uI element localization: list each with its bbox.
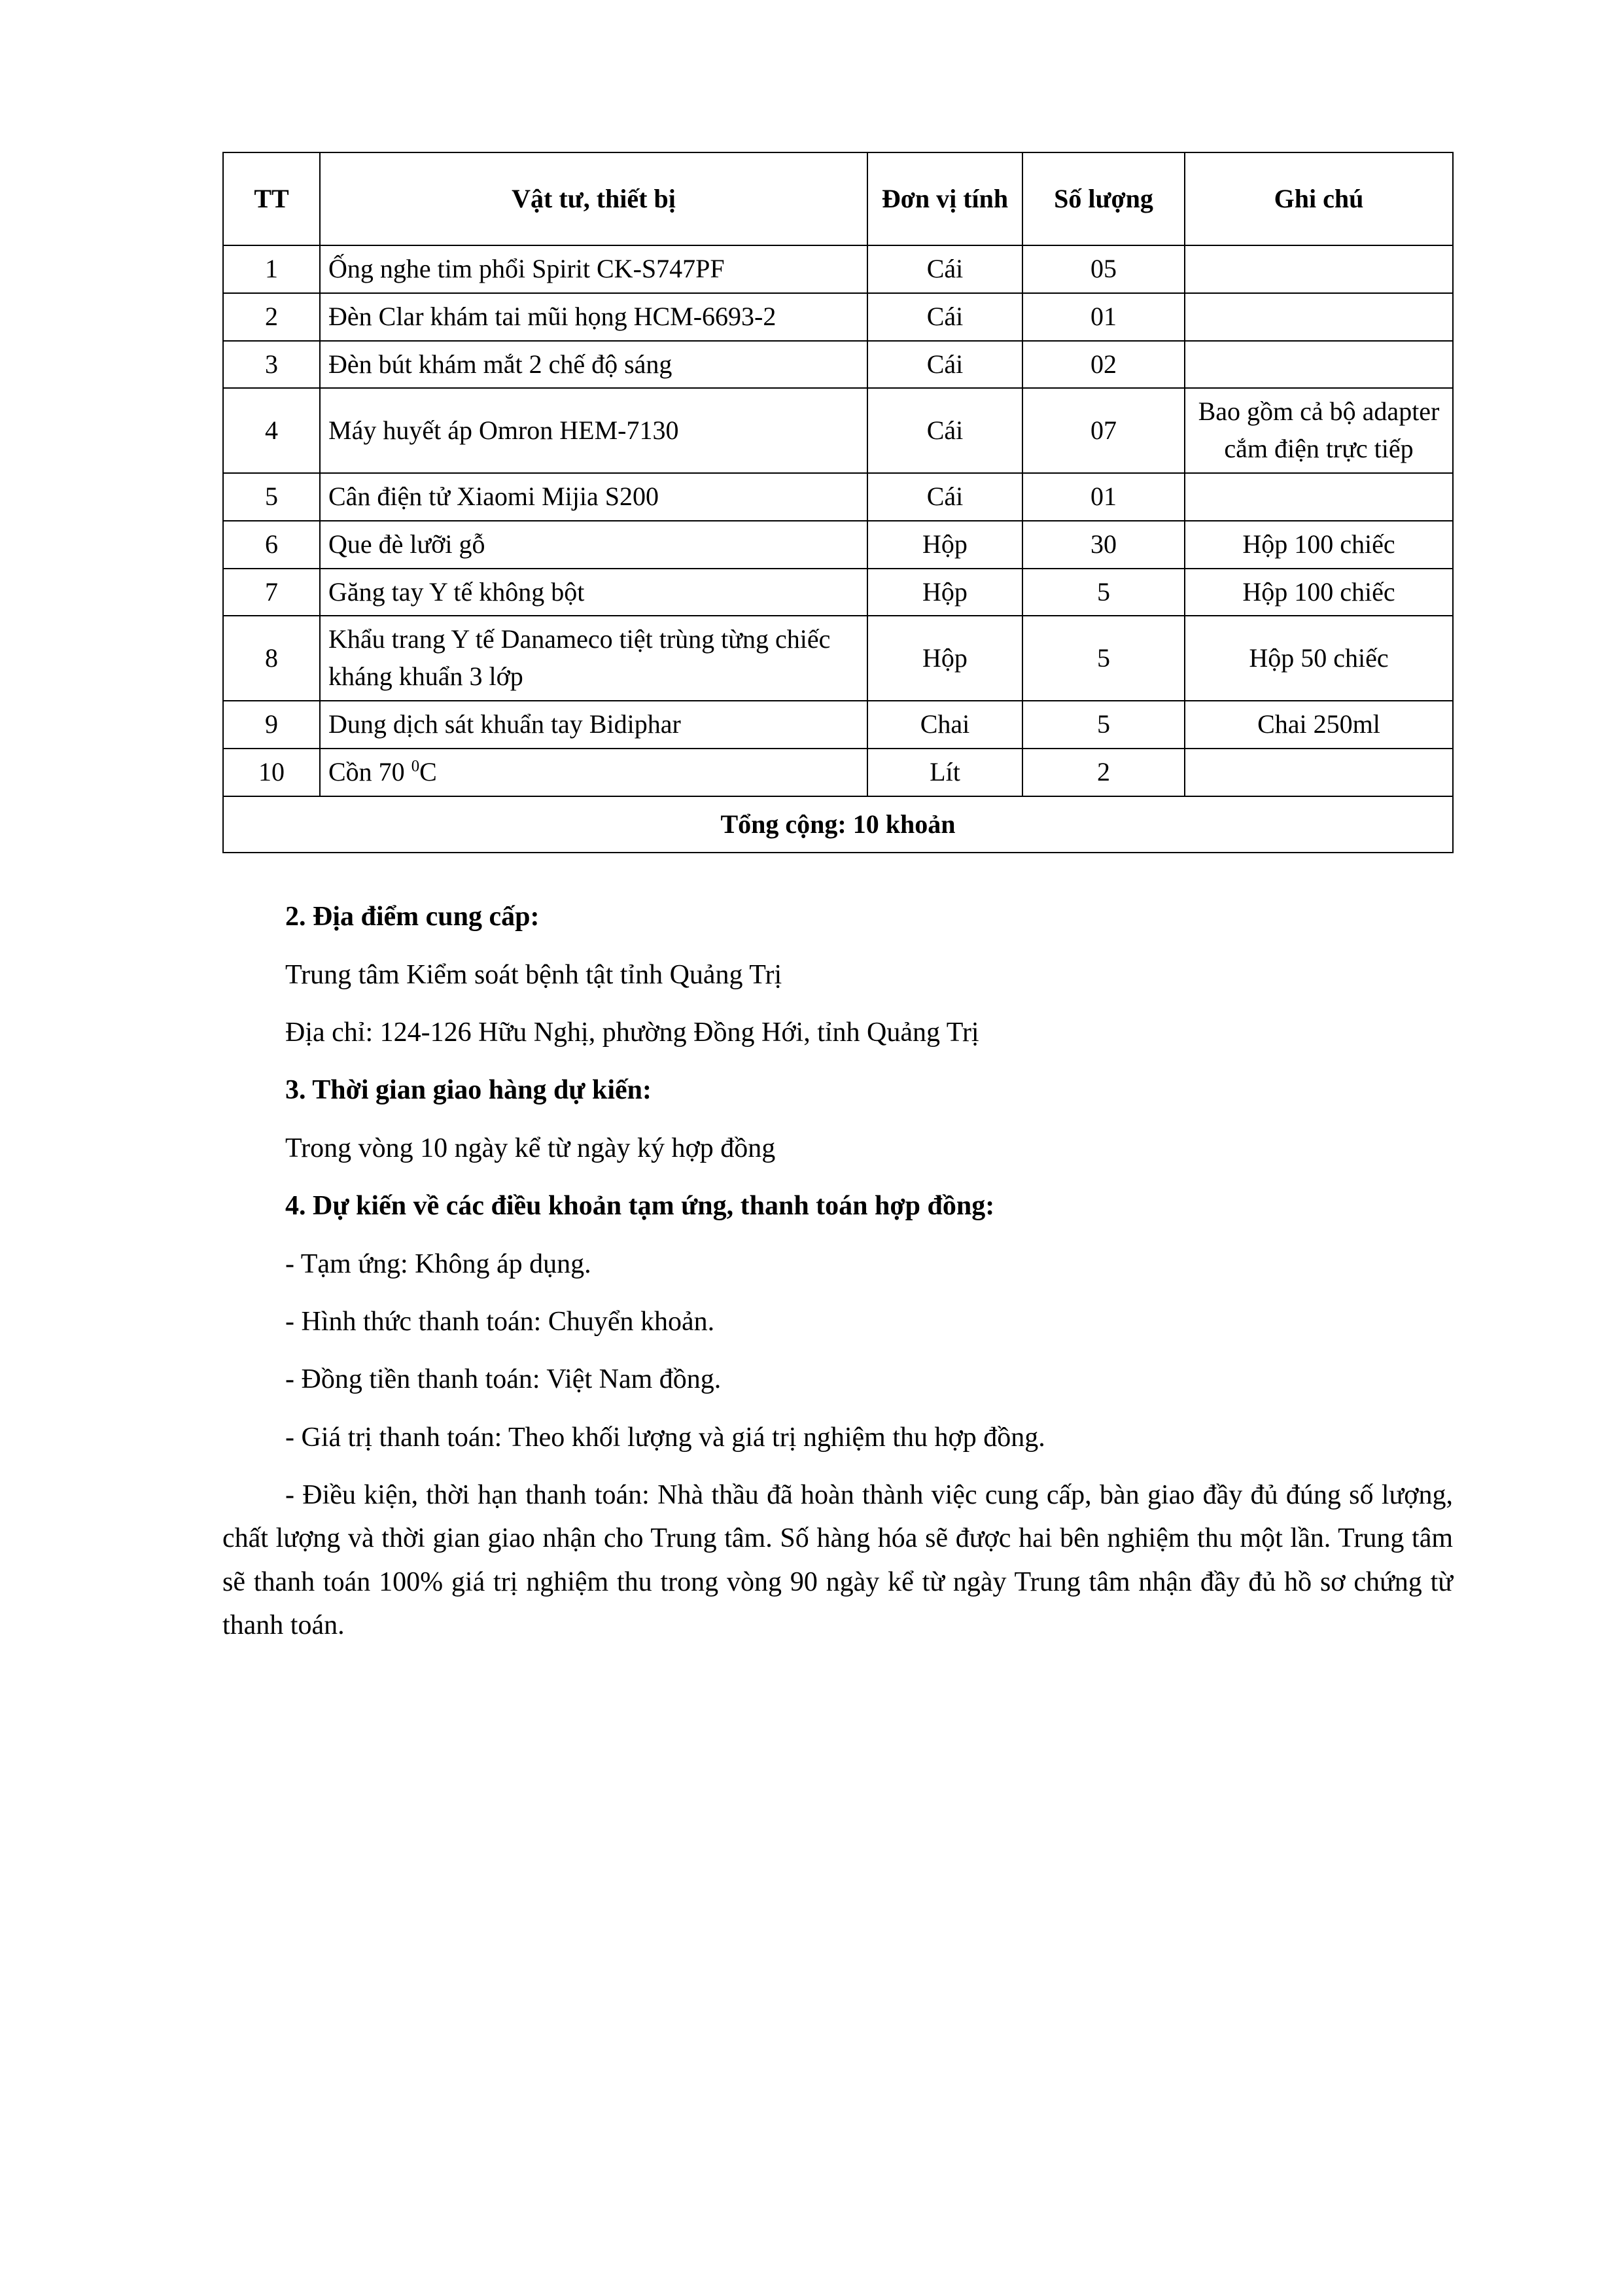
- cell-unit: Chai: [867, 701, 1022, 749]
- cell-name: Que đè lưỡi gỗ: [320, 521, 867, 569]
- cell-unit: Hộp: [867, 569, 1022, 616]
- cell-unit: Cái: [867, 388, 1022, 473]
- table-body: [223, 245, 1453, 796]
- cell-name: Đèn Clar khám tai mũi họng HCM-6693-2: [320, 293, 867, 341]
- cell-unit: Cái: [867, 473, 1022, 521]
- column-header-tt: TT: [223, 152, 320, 245]
- section-4-item-4: - Giá trị thanh toán: Theo khối lượng và giá trị nghiệm thu hợp đồng.: [285, 1422, 1045, 1453]
- cell-qty: 02: [1022, 341, 1185, 389]
- cell-tt: 10: [223, 749, 320, 796]
- cell-tt: 4: [223, 388, 320, 473]
- cell-name: Cân điện tử Xiaomi Mijia S200: [320, 473, 867, 521]
- table-row: [223, 616, 1453, 701]
- cell-qty: 5: [1022, 616, 1185, 701]
- cell-qty: 30: [1022, 521, 1185, 569]
- cell-note: [1185, 749, 1453, 796]
- cell-note: Hộp 100 chiếc: [1185, 569, 1453, 616]
- cell-unit: Cái: [867, 293, 1022, 341]
- section-4-item-5: - Điều kiện, thời hạn thanh toán: Nhà thầu đã hoàn thành việc cung cấp, bàn giao đầy đủ đúng số lượng, chất lượng và thời gian giao nhận cho Trung tâm. Số hàng hóa sẽ được hai bên nghiệm thu một lần. Trung tâm sẽ thanh toán 100% giá trị nghiệm thu trong vòng 90 ngày kể từ ngày Trung tâm nhận đầy đủ hồ sơ chứng từ thanh toán.: [222, 1479, 1453, 1641]
- cell-tt: 3: [223, 341, 320, 389]
- cell-note: [1185, 473, 1453, 521]
- cell-unit: Cái: [867, 341, 1022, 389]
- table-footer: [223, 796, 1453, 853]
- table-row: [223, 521, 1453, 569]
- cell-note: Hộp 100 chiếc: [1185, 521, 1453, 569]
- table-row: [223, 569, 1453, 616]
- cell-note: Chai 250ml: [1185, 701, 1453, 749]
- cell-name: Cồn 70 $^0$C: [320, 749, 867, 796]
- cell-name: Ống nghe tim phổi Spirit CK-S747PF: [320, 245, 867, 293]
- cell-name: Khẩu trang Y tế Danameco tiệt trùng từng chiếc kháng khuẩn 3 lớp: [320, 616, 867, 701]
- cell-qty: 07: [1022, 388, 1185, 473]
- cell-tt: 1: [223, 245, 320, 293]
- section-4-item-2: - Hình thức thanh toán: Chuyển khoản.: [285, 1306, 715, 1337]
- cell-note: Hộp 50 chiếc: [1185, 616, 1453, 701]
- cell-qty: 05: [1022, 245, 1185, 293]
- cell-name: Dung dịch sát khuẩn tay Bidiphar: [320, 701, 867, 749]
- cell-tt: 2: [223, 293, 320, 341]
- cell-note: Bao gồm cả bộ adapter cắm điện trực tiếp: [1185, 388, 1453, 473]
- section-2-line-1: Trung tâm Kiểm soát bệnh tật tỉnh Quảng Trị: [285, 959, 782, 990]
- section-2-line-2: Địa chỉ: 124-126 Hữu Nghị, phường Đồng Hới, tỉnh Quảng Trị: [285, 1017, 979, 1048]
- section-2-heading: 2. Địa điểm cung cấp:: [285, 902, 540, 932]
- cell-unit: Cái: [867, 245, 1022, 293]
- cell-name: Đèn bút khám mắt 2 chế độ sáng: [320, 341, 867, 389]
- cell-unit: Lít: [867, 749, 1022, 796]
- equipment-table: [222, 152, 1454, 853]
- table-header-row: [223, 152, 1453, 245]
- cell-tt: 8: [223, 616, 320, 701]
- section-3-line-1: Trong vòng 10 ngày kể từ ngày ký hợp đồng: [285, 1133, 776, 1163]
- table-row: [223, 341, 1453, 389]
- cell-note: [1185, 245, 1453, 293]
- cell-name: Găng tay Y tế không bột: [320, 569, 867, 616]
- cell-qty: 01: [1022, 473, 1185, 521]
- column-header-unit: Đơn vị tính: [867, 152, 1022, 245]
- cell-tt: 9: [223, 701, 320, 749]
- total-label: Tổng cộng: 10 khoản: [223, 796, 1453, 853]
- section-4-item-3: - Đồng tiền thanh toán: Việt Nam đồng.: [285, 1364, 722, 1395]
- cell-note: [1185, 293, 1453, 341]
- table-row: [223, 473, 1453, 521]
- cell-tt: 6: [223, 521, 320, 569]
- cell-qty: 01: [1022, 293, 1185, 341]
- cell-tt: 7: [223, 569, 320, 616]
- cell-tt: 5: [223, 473, 320, 521]
- table-row: [223, 245, 1453, 293]
- cell-unit: Hộp: [867, 616, 1022, 701]
- table-row: [223, 293, 1453, 341]
- cell-qty: 5: [1022, 569, 1185, 616]
- column-header-name: Vật tư, thiết bị: [320, 152, 867, 245]
- table-row: [223, 701, 1453, 749]
- document-body: [222, 895, 1453, 1647]
- table-row-total: [223, 796, 1453, 853]
- section-4-heading: 4. Dự kiến về các điều khoản tạm ứng, thanh toán hợp đồng:: [285, 1191, 995, 1222]
- table-row: [223, 388, 1453, 473]
- cell-qty: 5: [1022, 701, 1185, 749]
- table-row: [223, 749, 1453, 796]
- column-header-qty: Số lượng: [1022, 152, 1185, 245]
- section-3-heading: 3. Thời gian giao hàng dự kiến:: [285, 1075, 652, 1106]
- cell-note: [1185, 341, 1453, 389]
- cell-unit: Hộp: [867, 521, 1022, 569]
- section-4-item-1: - Tạm ứng: Không áp dụng.: [285, 1248, 591, 1279]
- cell-name: Máy huyết áp Omron HEM-7130: [320, 388, 867, 473]
- table-header: [223, 152, 1453, 245]
- cell-qty: 2: [1022, 749, 1185, 796]
- column-header-note: Ghi chú: [1185, 152, 1453, 245]
